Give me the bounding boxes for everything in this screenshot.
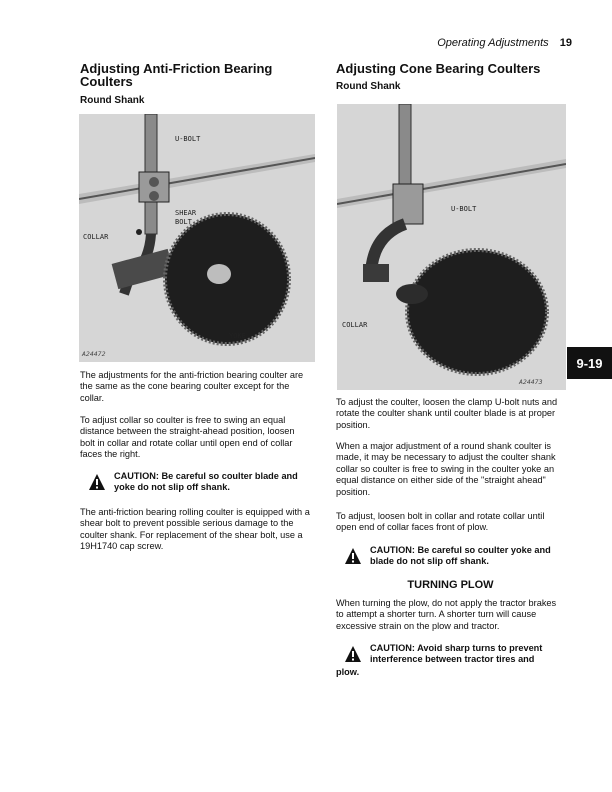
right-paragraph-1: To adjust the coulter, loosen the clamp U-bolt nuts and rotate the coulter shank until coulter blade is at proper position. [336, 397, 558, 430]
left-title: Adjusting Anti-Friction Bearing Coulters [80, 61, 273, 89]
label-bolt: BOLT [175, 218, 192, 226]
right-paragraph-2: When a major adjustment of a round shank coulter is made, it may be necessary to adjust the coulter shank collar so coulter is free to swing in the coulter yoke an equal distance on either side of the "straight ahead" position. [336, 441, 556, 497]
warning-icon [344, 547, 362, 565]
page-number: 19 [559, 37, 572, 49]
turning-plow-title: TURNING PLOW [407, 579, 494, 591]
right-caution-1 [344, 545, 566, 568]
right-figure [337, 104, 566, 390]
header-section: Operating Adjustments [437, 37, 549, 49]
page-header [437, 37, 572, 49]
coulter-illustration [79, 114, 315, 362]
section-tab: 9-19 [567, 347, 612, 379]
right-caution-2-continuation [336, 667, 359, 678]
left-paragraph-2: To adjust collar so coulter is free to swing an equal distance between the straight-ahead position, loosen bolt in collar and rotate collar until open end of collar faces the right. [80, 415, 295, 460]
warning-icon [88, 473, 106, 491]
coulter-illustration [337, 104, 566, 390]
right-caution-2 [344, 643, 566, 666]
left-figure [79, 114, 315, 362]
right-caution-2-text: CAUTION: Avoid sharp turns to prevent interference between tractor tires and [370, 643, 543, 665]
label-shear: SHEAR [175, 209, 197, 217]
right-paragraph-3: To adjust, loosen bolt in collar and rotate collar until open end of collar faces front of plow. [336, 511, 545, 533]
right-paragraph-4: When turning the plow, do not apply the tractor brakes to attempt a shorter turn. A shorter turn will cause excessive strain on the plow and tractor. [336, 598, 557, 631]
label-collar: COLLAR [83, 233, 109, 241]
label-yoke: YOKE [229, 332, 246, 340]
label-ubolt: U-BOLT [175, 135, 201, 143]
left-paragraph-1: The adjustments for the anti-friction bearing coulter are the same as the cone bearing coulter except for the collar. [80, 370, 304, 403]
figure-number: A24473 [519, 378, 543, 386]
figure-number: A24472 [82, 350, 106, 358]
right-subtitle: Round Shank [336, 81, 401, 92]
label-ubolt: U-BOLT [451, 205, 477, 213]
right-caution-1-text: CAUTION: Be careful so coulter yoke and blade do not slip off shank. [370, 545, 551, 567]
left-subtitle: Round Shank [80, 95, 145, 106]
label-collar: COLLAR [342, 321, 368, 329]
right-title: Adjusting Cone Bearing Coulters [336, 61, 541, 76]
warning-icon [344, 645, 362, 663]
left-caution [88, 471, 312, 494]
right-caution-2-end: plow. [336, 667, 360, 677]
left-paragraph-3: The anti-friction bearing rolling coulter is equipped with a shear bolt to prevent possible serious damage to the coulter shank. For replacement of the shear bolt, use a 19H1740 cap screw. [80, 507, 310, 552]
left-caution-text: CAUTION: Be careful so coulter blade and yoke do not slip off shank. [114, 471, 298, 493]
